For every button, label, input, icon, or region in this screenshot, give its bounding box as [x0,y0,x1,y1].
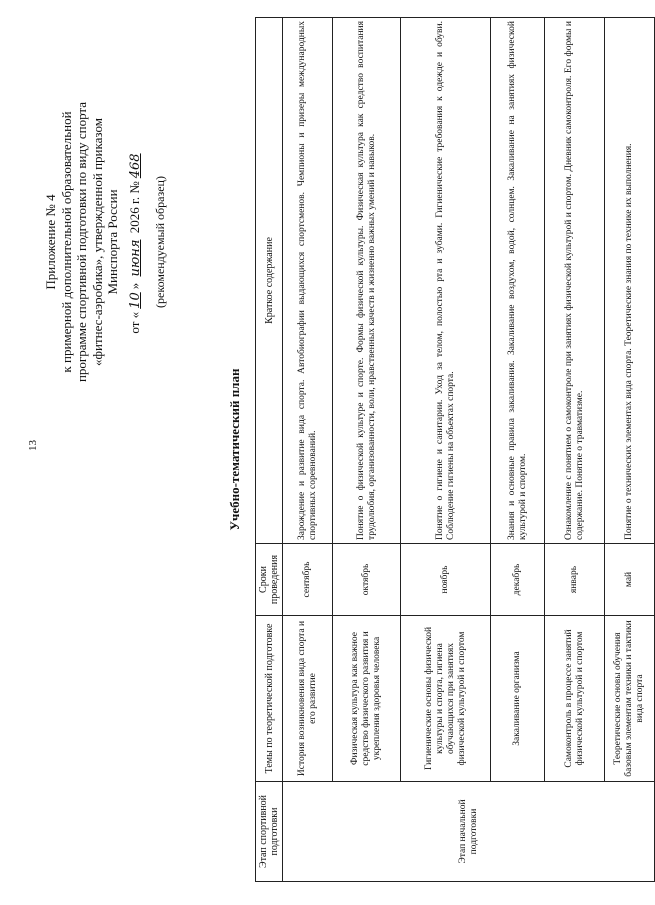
term-cell: ноябрь [401,544,491,616]
order-number: 468 [127,153,143,179]
plan-title: Учебно-тематический план [227,368,242,531]
content-cell: Знания и основные правила закаливания. Закаливание воздухом, водой, солнцем. Закаливание на занятиях физической культурой и спортом. [491,18,545,544]
document-page [20,7,645,892]
term-cell: май [605,544,655,616]
content-cell: Понятие о технических элементах вида спорта. Теоретические знания по технике их выполнения. [605,18,655,544]
table-row [283,18,333,882]
plan-table [255,17,655,882]
page-number: 13 [27,440,39,451]
order-month: июня [127,239,143,277]
order-reference [127,22,144,462]
topic-cell: Физическая культура как важное средство физического развития и укрепления здоровья человека [333,616,401,782]
header-topic: Темы по теоретической подготовке [256,616,283,782]
appendix-header [43,22,169,462]
term-cell: сентябрь [283,544,333,616]
table-row [401,18,491,882]
order-prefix: от « [126,311,142,334]
term-cell: январь [545,544,605,616]
order-mid: » [126,282,142,290]
table-row [605,18,655,882]
topic-cell: История возникновения вида спорта и его развитие [283,616,333,782]
sample-note: (рекомендуемый образец) [153,176,167,308]
term-cell: декабрь [491,544,545,616]
content-cell: Понятие о гигиене и санитарии. Уход за телом, полостью рта и зубами. Гигиенические требования к одежде и обуви. Соблюдение гигиены на объектах спорта. [401,18,491,544]
appendix-line: Минспорта России [105,189,120,295]
topic-cell: Самоконтроль в процессе занятий физической культурой и спортом [545,616,605,782]
appendix-line: программе спортивной подготовки по виду спорта [74,101,89,383]
content-cell: Зарождение и развитие вида спорта. Автобиографии выдающихся спортсменов. Чемпионы и призеры международных спортивных соревнований. [283,18,333,544]
content-cell: Ознакомление с понятием о самоконтроле при занятиях физической культурой и спортом. Дневник самоконтроля. Его формы и содержание. Понятие о травматизме. [545,18,605,544]
header-stage: Этап спортивной подготовки [256,782,283,882]
appendix-line: «фитнес-аэробика», утвержденной приказом [89,118,105,366]
header-term: Сроки проведения [256,544,283,616]
topic-cell: Гигиенические основы физической культуры и спорта, гигиена обучающихся при занятиях физической культурой и спортом [401,616,491,782]
topic-cell: Теоретические основы обучения базовым элементам техники и тактики вида спорта [605,616,655,782]
appendix-title: Приложение № 4 [43,194,58,290]
content-cell: Понятие о физической культуре и спорте. Формы физической культуры. Физическая культура как средство воспитания трудолюбия, организованности, воли, нравственных качеств и жизненно важных умений и навыков. [333,18,401,544]
appendix-line: к примерной дополнительной образовательной [58,111,74,373]
order-day: 10 [127,292,143,309]
table-row [333,18,401,882]
order-year: 2026 г. № [126,181,142,234]
table-row [545,18,605,882]
stage-cell: Этап начальной подготовки [283,782,655,882]
header-content: Краткое содержание [256,18,283,544]
term-cell: октябрь [333,544,401,616]
topic-cell: Закаливание организма [491,616,545,782]
table-row [491,18,545,882]
table-header-row [256,18,283,882]
